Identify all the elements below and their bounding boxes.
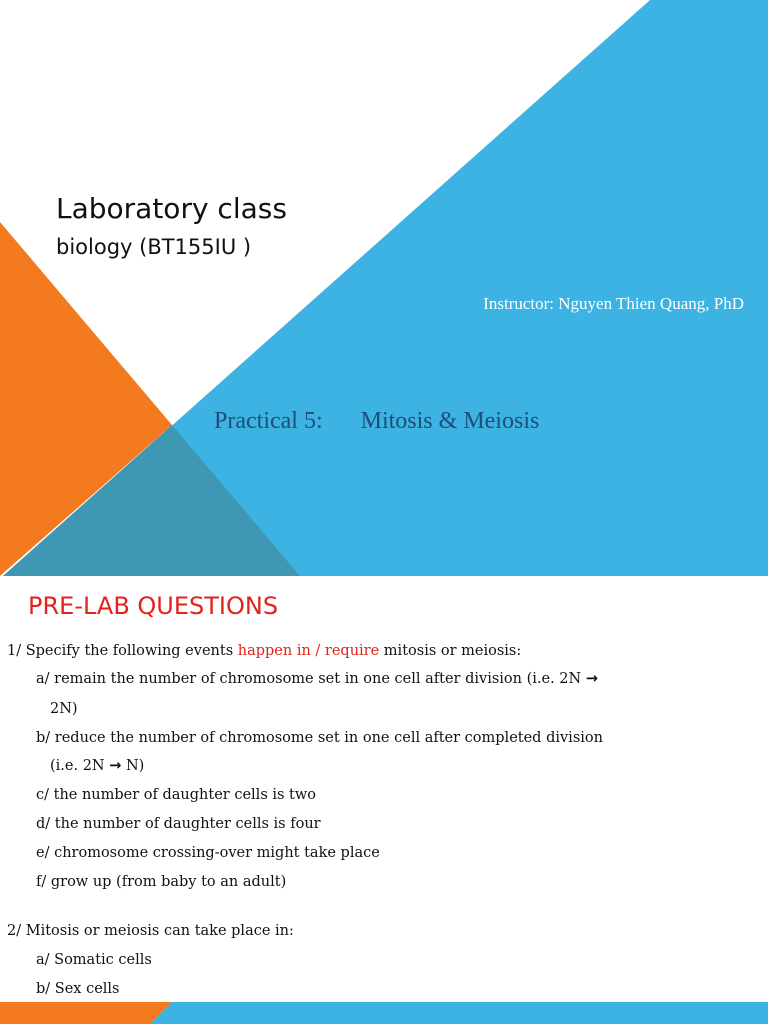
instructor-text: Instructor: Nguyen Thien Quang, PhD (483, 294, 744, 313)
right-arrow-icon: → (109, 758, 122, 774)
blue-bottom-shape (150, 1002, 768, 1024)
list-item-e: e/ chromosome crossing-over might take place (36, 845, 380, 861)
list-item-b-continued (50, 758, 144, 774)
orange-bottom-shape (0, 1002, 172, 1024)
prelab-questions-slide (0, 576, 768, 1024)
list-item-a-text: a/ remain the number of chromosome set in one cell after division (i.e. 2N (36, 671, 586, 687)
question-1-prefix: 1/ Specify the following events (7, 643, 238, 659)
question-1 (7, 643, 521, 659)
question-2: 2/ Mitosis or meiosis can take place in: (7, 923, 294, 939)
list-item-b-start: (i.e. 2N (50, 758, 110, 774)
list-item-d: d/ the number of daughter cells is four (36, 816, 321, 832)
right-arrow-icon: → (585, 671, 598, 687)
list-item-a-continued: 2N) (50, 701, 78, 717)
slide-subtitle: biology (BT155IU ) (56, 235, 252, 259)
practical-topic: Mitosis & Meiosis (360, 408, 540, 434)
section-heading: PRE-LAB QUESTIONS (28, 592, 279, 620)
question-2-item-b: b/ Sex cells (36, 981, 120, 997)
practical-label: Practical 5: (214, 408, 323, 434)
question-1-highlight: happen in / require (237, 643, 380, 659)
slide-title: Laboratory class (56, 192, 287, 225)
list-item-b-end: N) (121, 758, 145, 774)
list-item-c: c/ the number of daughter cells is two (36, 787, 317, 803)
question-2-item-a: a/ Somatic cells (36, 952, 152, 968)
practical-heading (214, 408, 539, 435)
list-item-f: f/ grow up (from baby to an adult) (36, 874, 287, 890)
question-1-suffix: mitosis or meiosis: (379, 643, 522, 659)
list-item-a (36, 671, 598, 687)
list-item-b: b/ reduce the number of chromosome set in one cell after completed division (36, 730, 603, 746)
